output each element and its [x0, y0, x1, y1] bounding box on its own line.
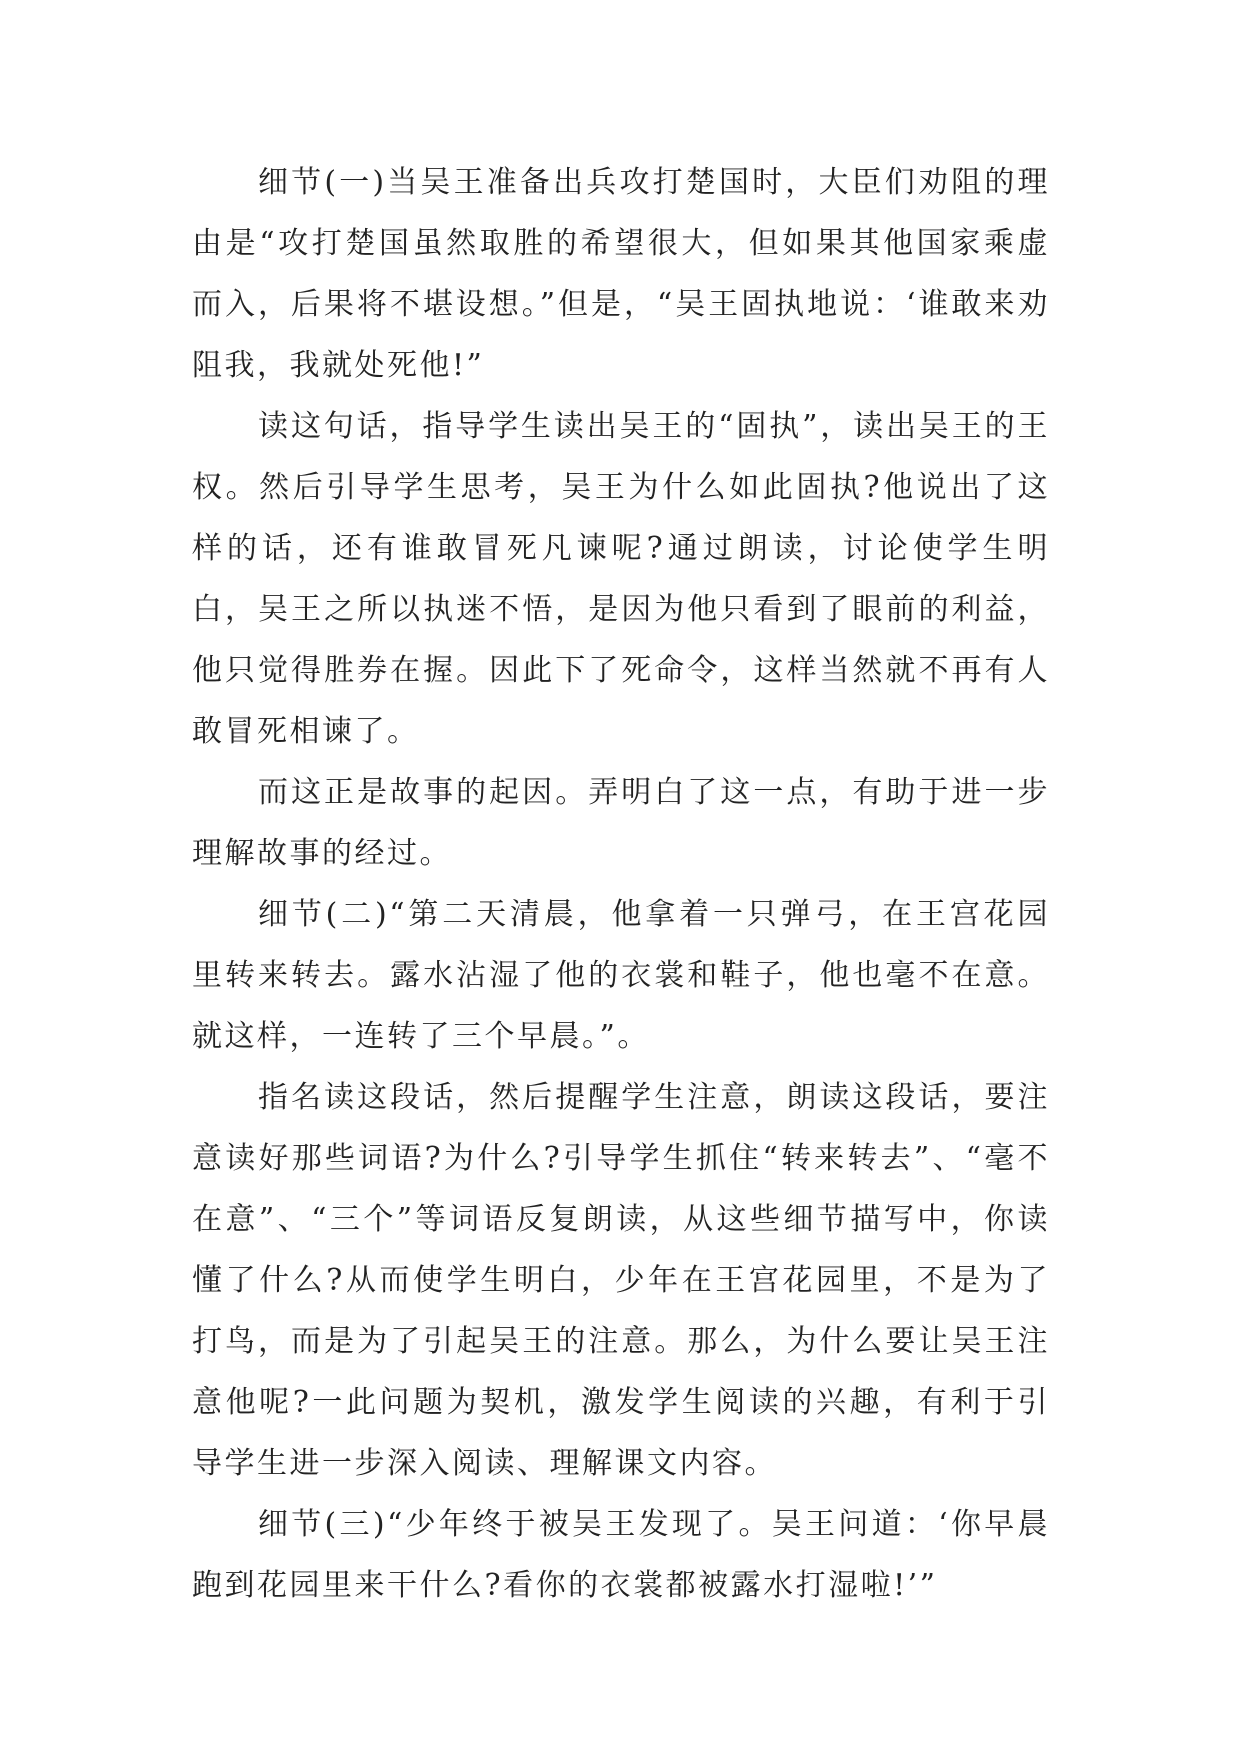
- document-body: [192, 152, 1050, 1616]
- paragraph-cause: 而这正是故事的起因。弄明白了这一点，有助于进一步理解故事的经过。: [192, 775, 1050, 871]
- paragraph-detail-one: 细节(一)当吴王准备出兵攻打楚国时，大臣们劝阻的理由是“攻打楚国虽然取胜的希望很大，但如果其他国家乘虚而入，后果将不堪设想。”但是，“吴王固执地说：‘谁敢来劝阻我，我就处死他!”: [192, 165, 1050, 383]
- paragraph-detail-three: 细节(三)“少年终于被吴王发现了。吴王问道：‘你早晨跑到花园里来干什么?看你的衣裳都被露水打湿啦!’”: [192, 1507, 1050, 1603]
- paragraph-detail-two: 细节(二)“第二天清晨，他拿着一只弹弓，在王宫花园里转来转去。露水沾湿了他的衣裳和鞋子，他也毫不在意。就这样，一连转了三个早晨。”。: [192, 897, 1050, 1054]
- paragraph-analysis-one: 读这句话，指导学生读出吴王的“固执”，读出吴王的王权。然后引导学生思考，吴王为什么如此固执?他说出了这样的话，还有谁敢冒死凡谏呢?通过朗读，讨论使学生明白，吴王之所以执迷不悟，是因为他只看到了眼前的利益，他只觉得胜券在握。因此下了死命令，这样当然就不再有人敢冒死相谏了。: [192, 409, 1050, 749]
- paragraph-analysis-two: 指名读这段话，然后提醒学生注意，朗读这段话，要注意读好那些词语?为什么?引导学生抓住“转来转去”、“毫不在意”、“三个”等词语反复朗读，从这些细节描写中，你读懂了什么?从而使学生明白，少年在王宫花园里，不是为了打鸟，而是为了引起吴王的注意。那么，为什么要让吴王注意他呢?一此问题为契机，激发学生阅读的兴趣，有利于引导学生进一步深入阅读、理解课文内容。: [192, 1080, 1050, 1481]
